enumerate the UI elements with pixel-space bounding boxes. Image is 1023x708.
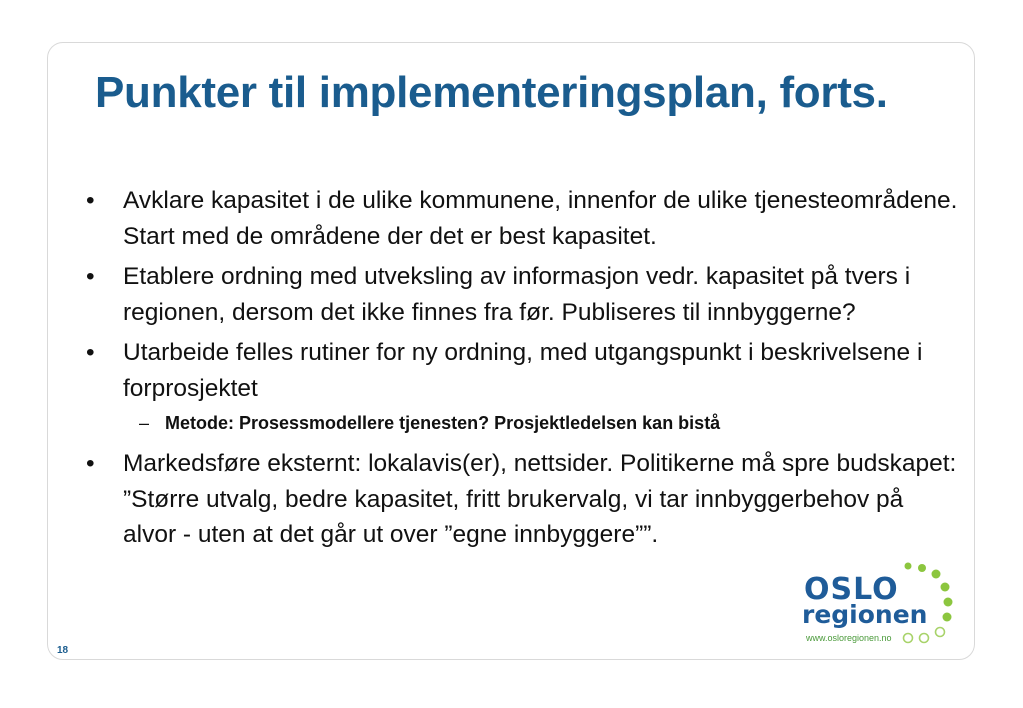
logo-regionen-text: regionen: [802, 600, 928, 629]
slide-content: [83, 183, 963, 558]
bullet-marker: •: [86, 450, 95, 477]
bullet-marker: •: [86, 339, 95, 366]
bullet-item-1: [83, 183, 963, 254]
logo-dot: [904, 634, 913, 643]
sub-bullet-item: [83, 411, 963, 435]
bullet-text: Avklare kapasitet i de ulike kommunene, innenfor de ulike tjenesteområdene. Start med de områdene der det er best kapasitet.: [123, 187, 958, 250]
sub-bullet-marker: –: [139, 413, 150, 433]
bullet-marker: •: [86, 187, 95, 214]
logo-dot: [918, 564, 926, 572]
logo-dot: [920, 634, 929, 643]
bullet-marker: •: [86, 263, 95, 290]
oslo-regionen-logo: [800, 560, 960, 650]
logo-dot: [932, 570, 941, 579]
logo-dot: [936, 628, 945, 637]
logo-dot: [941, 583, 950, 592]
bullet-text: Utarbeide felles rutiner for ny ordning, med utgangspunkt i beskrivelsene i forprosjektet: [123, 339, 923, 402]
bullet-item-2: [83, 259, 963, 330]
logo-dot: [944, 598, 953, 607]
bullet-text: Markedsføre eksternt: lokalavis(er), nettsider. Politikerne må spre budskapet: ”Større utvalg, bedre kapasitet, fritt brukervalg, vi tar innbyggerbehov på alvor - uten at det går ut over ”egne innbyggere””.: [123, 450, 957, 548]
page-number: 18: [57, 645, 69, 656]
logo-dot: [943, 613, 952, 622]
sub-bullet-text: Metode: Prosessmodellere tjenesten? Prosjektledelsen kan bistå: [165, 413, 721, 433]
logo-url: www.osloregionen.no: [806, 633, 892, 643]
bullet-item-3: [83, 335, 963, 406]
logo-oslo-text: OSLO: [804, 572, 899, 607]
bullet-text: Etablere ordning med utveksling av informasjon vedr. kapasitet på tvers i regionen, dersom det ikke finnes fra før. Publiseres til innbyggerne?: [123, 263, 911, 326]
slide-title: Punkter til implementeringsplan, forts.: [95, 68, 888, 117]
bullet-item-4: [83, 446, 963, 553]
logo-dot: [905, 563, 912, 570]
